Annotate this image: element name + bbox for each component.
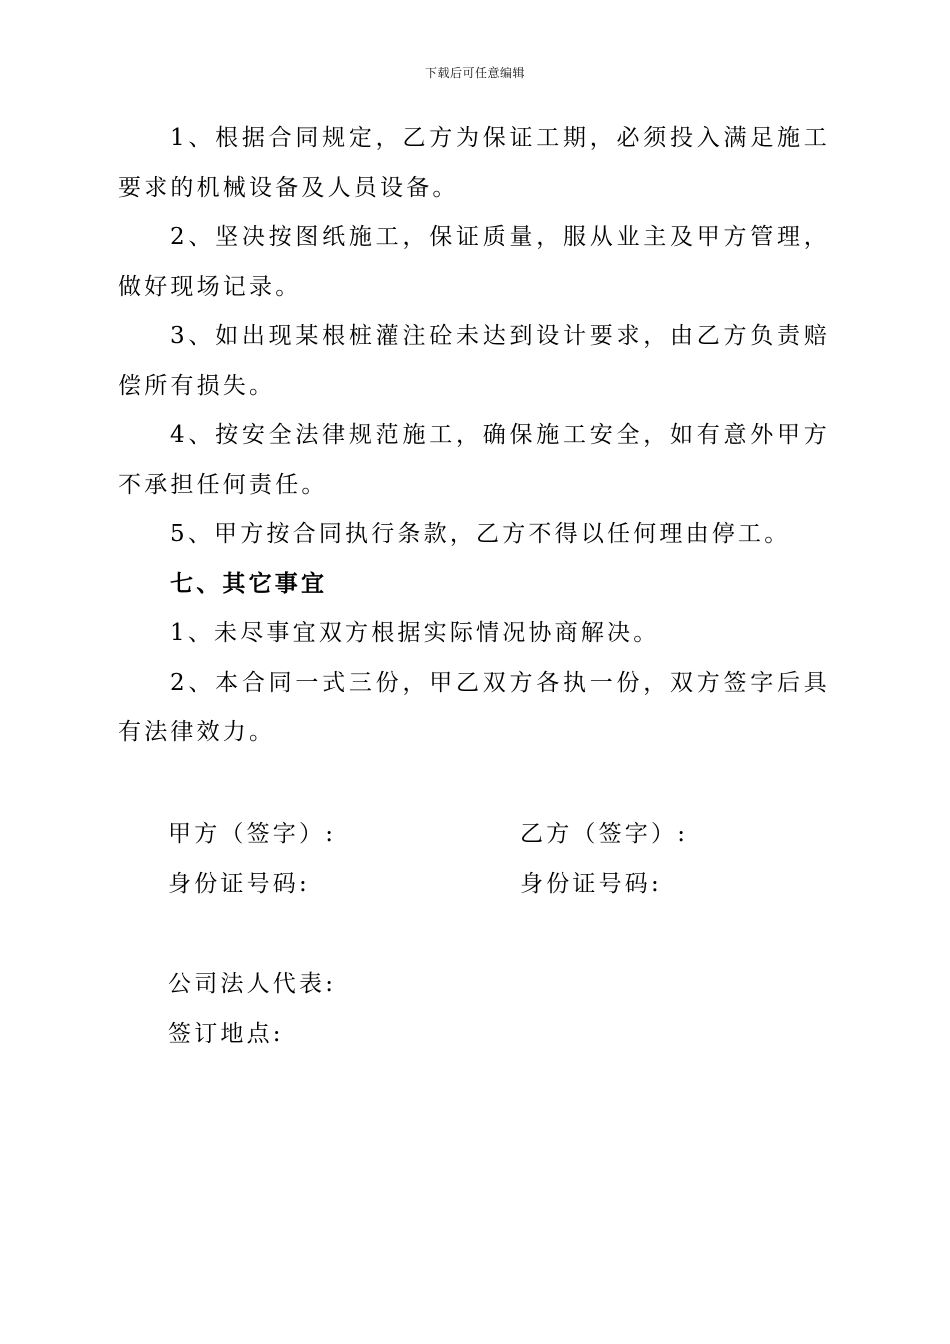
- page-header-note: 下载后可任意编辑: [424, 66, 525, 80]
- signature-spacer: [168, 909, 788, 960]
- other-matters-paragraph-2: 2、本合同一式三份，甲乙双方各执一份，双方签字后具有法律效力。: [118, 669, 830, 745]
- signature-row-legal-rep: [168, 960, 788, 1010]
- party-b-id-label: 身份证号码:: [520, 870, 662, 897]
- signature-row-parties: [168, 810, 788, 860]
- clause-paragraph-2: 2、坚决按图纸施工，保证质量，服从业主及甲方管理，做好现场记录。: [118, 224, 830, 300]
- signature-block: [168, 810, 788, 1059]
- signing-place-label: 签订地点:: [168, 1020, 284, 1047]
- clause-paragraph-1: 1、根据合同规定，乙方为保证工期，必须投入满足施工要求的机械设备及人员设备。: [118, 125, 830, 201]
- clause-paragraph-5: 5、甲方按合同执行条款，乙方不得以任何理由停工。: [170, 521, 791, 547]
- party-b-signature-label: 乙方（签字）:: [520, 821, 689, 847]
- section-heading-other-matters: 七、其它事宜: [170, 570, 328, 597]
- clause-paragraph-3: 3、如出现某根桩灌注砼未达到设计要求，由乙方负责赔偿所有损失。: [118, 323, 830, 399]
- party-a-id-label: 身份证号码:: [168, 870, 310, 897]
- legal-representative-label: 公司法人代表:: [168, 971, 337, 997]
- contract-body: [118, 114, 830, 758]
- party-a-signature-label: 甲方（签字）:: [168, 821, 337, 847]
- other-matters-paragraph-1: 1、未尽事宜双方根据实际情况协商解决。: [170, 620, 660, 646]
- signature-row-place: [168, 1010, 788, 1060]
- clause-paragraph-4: 4、按安全法律规范施工，确保施工安全，如有意外甲方不承担任何责任。: [118, 422, 830, 498]
- signature-row-id: [168, 860, 788, 910]
